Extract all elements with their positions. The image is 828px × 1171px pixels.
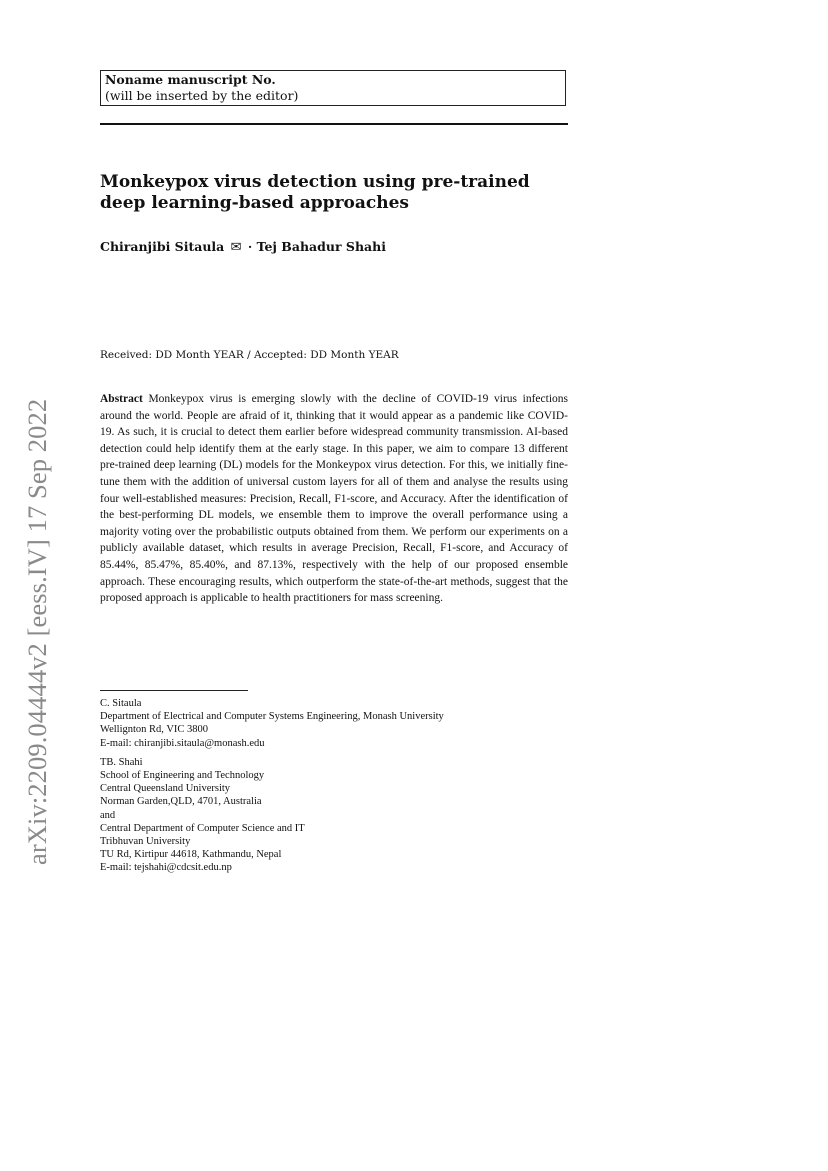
author-list	[100, 239, 568, 256]
affiliation-line: Norman Garden,QLD, 4701, Australia	[100, 796, 262, 808]
abstract	[100, 391, 568, 607]
affiliation-line: Central Department of Computer Science and IT	[100, 822, 305, 834]
paper-title: Monkeypox virus detection using pre-trained deep learning-based approaches	[100, 172, 530, 213]
affiliation-line: School of Engineering and Technology	[100, 770, 265, 782]
affiliation-line: Department of Electrical and Computer Systems Engineering, Monash University	[100, 711, 444, 723]
affiliation-line: TU Rd, Kirtipur 44618, Kathmandu, Nepal	[100, 849, 282, 861]
affiliation-line: Tribhuvan University	[100, 836, 191, 848]
affiliation-line: C. Sitaula	[100, 698, 142, 709]
received-accepted-dates: Received: DD Month YEAR / Accepted: DD Month YEAR	[100, 349, 399, 361]
affiliations	[100, 697, 568, 875]
abstract-text: Monkeypox virus is emerging slowly with the decline of COVID-19 virus infections around the world. People are afraid of it, thinking that it would appear as a pandemic like COVID-19. As such, it is crucial to detect them earlier before widespread community transmission. AI-based detection could help identify them at the early stage. In this paper, we aim to compare 13 different pre-trained deep learning (DL) models for the Monkeypox virus detection. For this, we initially fine-tune them with the addition of universal custom layers for all of them and analyse the results using four well-established measures: Precision, Recall, F1-score, and Accuracy. After the identification of the best-performing DL models, we ensemble them to improve the overall performance using a majority voting over the probabilistic outputs obtained from them. We perform our experiments on a publicly available dataset, which results in average Precision, Recall, F1-score, and Accuracy of 85.44%, 85.47%, 85.40%, and 87.13%, respectively with the help of our proposed ensemble approach. These encouraging results, which outperform the state-of-the-art methods, suggest that the proposed approach is applicable to health practitioners for mass screening.	[100, 393, 568, 605]
footnote-rule	[100, 690, 248, 691]
affiliation-line: Wellignton Rd, VIC 3800	[100, 724, 209, 736]
manuscript-number: Noname manuscript No.	[105, 72, 276, 87]
affiliation-line: TB. Shahi	[100, 756, 143, 768]
arxiv-identifier-stamp: arXiv:2209.04444v2 [eess.IV] 17 Sep 2022	[22, 398, 52, 865]
affiliation-line: and	[100, 809, 116, 821]
header-rule	[100, 123, 568, 125]
author-separator: ·	[247, 239, 253, 254]
affiliation-line: Central Queensland University	[100, 783, 231, 795]
abstract-heading: Abstract	[100, 393, 143, 405]
envelope-icon[interactable]: ✉	[230, 240, 242, 255]
affiliation-email: E-mail: tejshahi@cdcsit.edu.np	[100, 862, 232, 874]
affiliation-email: E-mail: chiranjibi.sitaula@monash.edu	[100, 737, 265, 749]
editor-notice-box	[100, 70, 566, 106]
author-name: Tej Bahadur Shahi	[256, 239, 386, 254]
author-name: Chiranjibi Sitaula	[100, 239, 225, 254]
editor-note: (will be inserted by the editor)	[105, 88, 299, 103]
